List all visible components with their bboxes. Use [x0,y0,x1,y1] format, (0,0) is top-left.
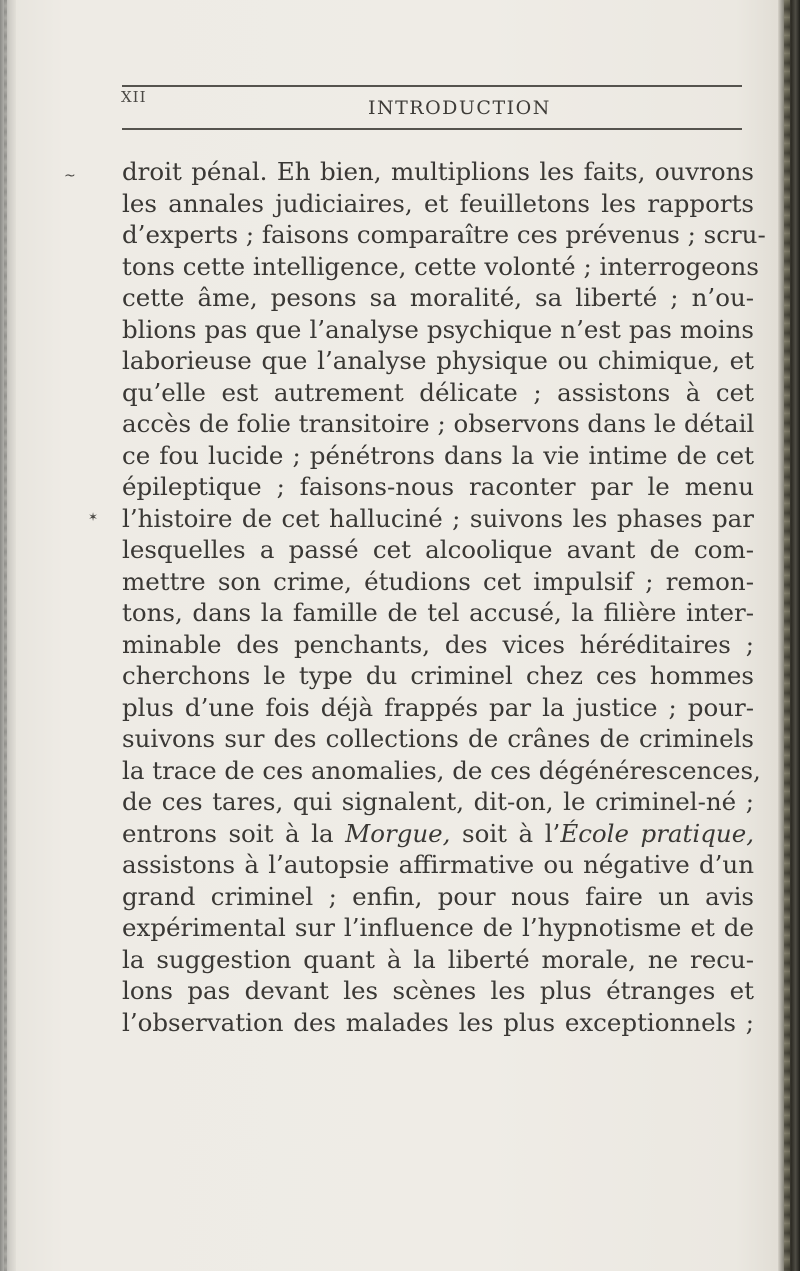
text-line: la trace de ces anomalies, de ces dégénérescences, [122,755,761,785]
body-text [122,156,766,1038]
text-run: soit à l’ [450,818,561,848]
text-line: droit pénal. Eh bien, multiplions les faits, ouvrons [122,157,754,186]
text-line: assistons à l’autopsie affirmative ou négative d’un [122,850,754,879]
text-line: lons pas devant les scènes les plus étranges et [122,976,754,1005]
text-line: plus d’une fois déjà frappés par la justice ; pour- [122,692,754,722]
text-line: qu’elle est autrement délicate ; assistons à cet [122,377,754,407]
margin-mark: ~ [64,168,76,184]
text-line: tons cette intelligence, cette volonté ; interrogeons [122,251,759,281]
text-line: la suggestion quant à la liberté morale, ne recu- [122,944,754,974]
text-line: mettre son crime, étudions cet impulsif ; remon- [122,566,754,596]
text-line: l’histoire de cet halluciné ; suivons les phases par [122,503,754,533]
header-rule-top [122,85,742,87]
text-line: blions pas que l’analyse psychique n’est pas moins [122,314,754,344]
right-page-edge [778,0,800,1271]
text-line: épileptique ; faisons-nous raconter par le menu [122,472,754,501]
text-line: lesquelles a passé cet alcoolique avant de com- [122,535,754,564]
text-line: d’experts ; faisons comparaître ces prévenus ; scru- [122,220,766,249]
italic-text-run: École pratique, [560,818,754,848]
margin-mark: ✶ [88,510,99,524]
text-line: ce fou lucide ; pénétrons dans la vie intime de cet [122,440,754,470]
italic-text-run: Morgue, [345,818,451,848]
text-line: l’observation des malades les plus exceptionnels ; [122,1007,754,1037]
header-rule-bottom [122,128,742,130]
text-line: expérimental sur l’influence de l’hypnotisme et de [122,913,754,942]
text-run: entrons soit à la [122,818,346,848]
text-line: grand criminel ; enfin, pour nous faire un avis [122,881,754,911]
text-line-with-italics [122,818,754,850]
text-line: cherchons le type du criminel chez ces hommes [122,661,754,690]
page-number: XII [121,88,147,106]
text-line: suivons sur des collections de crânes de criminels [122,724,754,753]
text-line: de ces tares, qui signalent, dit-on, le criminel-né ; [122,787,754,816]
left-binding-edge [0,0,16,1271]
text-line: tons, dans la famille de tel accusé, la filière inter- [122,598,754,627]
text-line: minable des penchants, des vices héréditaires ; [122,629,754,659]
text-line: laborieuse que l’analyse physique ou chimique, et [122,346,754,375]
running-head: INTRODUCTION [368,97,551,119]
text-line: accès de folie transitoire ; observons dans le détail [122,409,755,438]
text-line: les annales judiciaires, et feuilletons les rapports [122,188,754,218]
text-line: cette âme, pesons sa moralité, sa liberté ; n’ou- [122,283,754,312]
